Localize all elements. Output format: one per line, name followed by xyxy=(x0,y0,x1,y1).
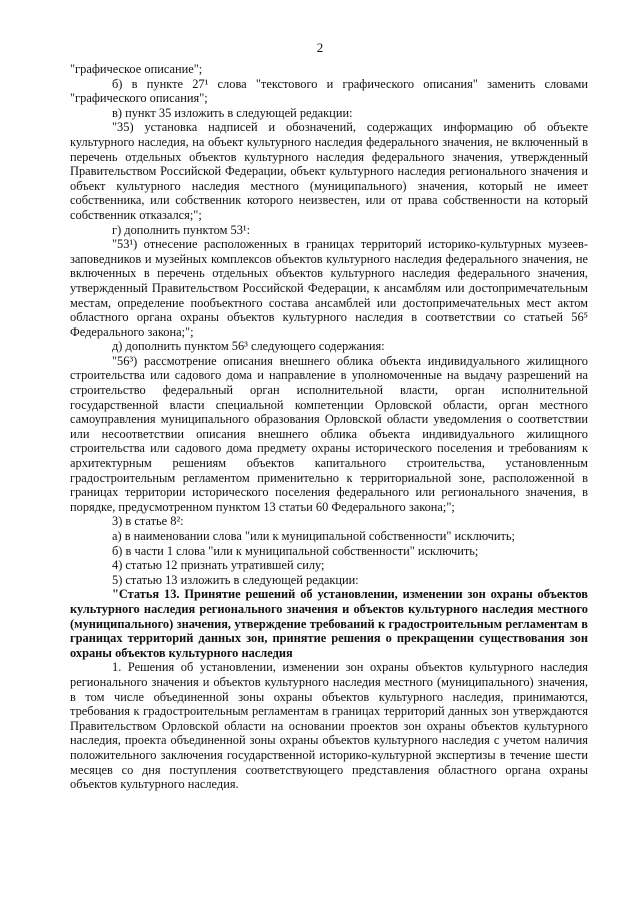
paragraph-9: 3) в статье 8²: xyxy=(112,514,184,529)
paragraph-11: б) в части 1 слова "или к муниципальной собственности" исключить; xyxy=(112,543,479,558)
paragraph-2: б) в пункте 27¹ слова "текстового и графического описания" заменить словами "графического описания"; xyxy=(70,76,588,106)
paragraph-10: а) в наименовании слова "или к муниципальной собственности" исключить; xyxy=(112,529,515,543)
page-number: 2 xyxy=(316,40,324,55)
document-body xyxy=(70,62,588,792)
article-13-heading: "Статья 13. Принятие решений об установлении, изменении зон охраны объектов культурного наследия регионального значения и объектов культурного наследия местного (муниципального) значения, утверждение требований к градостроительным регламентам в границах территорий данных зон, принятие решения о прекращении существования зон охраны объектов культурного наследия xyxy=(70,587,588,660)
paragraph-8: "56³) рассмотрение описания внешнего облика объекта индивидуального жилищного строительства или садового дома и направление в уполномоченные на выдачу разрешений на строительство федеральный орган исполнительной власти, орган исполнительной государственной власти специальной компетенции Орловской области, орган местного самоуправления муниципального образования Орловской области уведомления о соответствии или несоответствии описания внешнего облика объекта индивидуального жилищного строительства или садового дома предмету охраны исторического поселения и требованиям к архитектурным решениям объектов капитального строительства, установленным градостроительным регламентом применительно к территориальной зоне, расположенной в границах территории исторического поселения федерального или регионального значения, в порядке, предусмотренном пунктом 13 статьи 60 Федерального закона;"; xyxy=(70,353,588,514)
paragraph-3: в) пункт 35 изложить в следующей редакции: xyxy=(112,105,353,120)
paragraph-4: "35) установка надписей и обозначений, содержащих информацию об объекте культурного наследия, на объект культурного наследия федерального значения, не включенный в перечень отдельных объектов культурного наследия федерального значения, утвержденный Правительством Российской Федерации, объект культурного наследия регионального значения и объект культурного наследия местного (муниципального) значения, который не имеет собственника, или собственник которого неизвестен, или от права собственности на который собственник отказался;"; xyxy=(70,120,588,222)
paragraph-12: 4) статью 12 признать утратившей силу; xyxy=(112,558,325,573)
paragraph-6: "53¹) отнесение расположенных в границах территорий историко-культурных музеев-заповедников и музейных комплексов объектов культурного наследия федерального значения, не включенных в перечень отдельных объектов культурного наследия федерального значения, утвержденный Правительством Российской Федерации, к ансамблям или достопримечательным местам, определение пообъектного состава ансамблей или достопримечательных мест актом областного органа охраны объектов культурного наследия в соответствии со статьей 56⁵ Федерального закона;"; xyxy=(70,237,588,339)
paragraph-7: д) дополнить пунктом 56³ следующего содержания: xyxy=(112,339,385,354)
paragraph-1: "графическое описание"; xyxy=(70,62,203,76)
paragraph-5: г) дополнить пунктом 53¹: xyxy=(112,222,251,237)
paragraph-15: 1. Решения об установлении, изменении зон охраны объектов культурного наследия регионального значения и объектов культурного наследия местного (муниципального) значения, в том числе объединенной зоны охраны объектов культурного наследия, принимаются, требования к градостроительным регламентам в границах территорий данных зон утверждаются Правительством Орловской области на основании проектов зон охраны объектов культурного наследия, проекта объединенной зоны охраны объектов культурного наследия с учетом наличия положительного заключения государственной историко-культурной экспертизы в течение шести месяцев со дня поступления соответствующего представления областного органа охраны объектов культурного наследия. xyxy=(70,660,588,792)
paragraph-13: 5) статью 13 изложить в следующей редакции: xyxy=(112,572,359,587)
